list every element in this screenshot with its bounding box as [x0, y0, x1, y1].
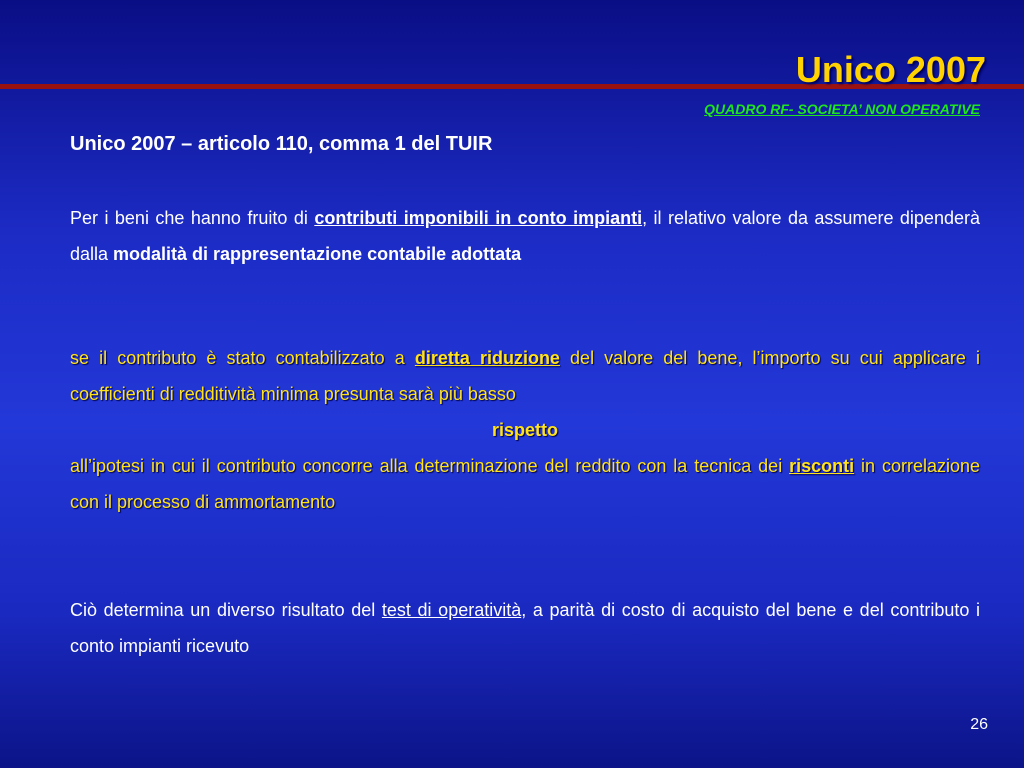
paragraph-1-text-a: Per i beni che hanno fruito di [70, 208, 315, 228]
page-number: 26 [970, 716, 988, 733]
paragraph-2-block-b [70, 448, 980, 520]
paragraph-3-text-b: , a parità di costo di acquisto del bene e del contributo i conto impianti ricevuto [70, 600, 981, 656]
paragraph-3-text-a: Ciò determina un diverso risultato del [70, 600, 382, 620]
test-operativita-link[interactable]: test di operatività [381, 600, 522, 620]
slide-title: Unico 2007 [795, 49, 986, 90]
diretta-riduzione-link[interactable]: diretta riduzione [414, 348, 560, 368]
paragraph-1-bold: modalità di rappresentazione contabile adottata [113, 244, 522, 264]
paragraph-1 [70, 200, 980, 272]
paragraph-2-center: rispetto [491, 420, 558, 440]
paragraph-2-text-d: in correlazione con il processo di ammortamento [70, 456, 981, 512]
paragraph-2-text-c: all’ipotesi in cui il contributo concorre alla determinazione del reddito con la tecnica dei [70, 456, 790, 476]
paragraph-1-text-b: , il relativo valore da assumere dipenderà dalla [70, 208, 980, 264]
paragraph-2-text-a: se il contributo è stato contabilizzato a [70, 348, 415, 368]
paragraph-2-text-b: del valore del bene, l’importo su cui applicare i coefficienti di redditività minima presunta sarà più basso [70, 348, 980, 404]
slide-subtitle: QUADRO RF- SOCIETA’ NON OPERATIVE [704, 101, 980, 117]
contributi-link[interactable]: contributi imponibili in conto impianti [314, 208, 643, 228]
section-heading: Unico 2007 – articolo 110, comma 1 del TUIR [70, 133, 493, 155]
paragraph-3 [70, 592, 980, 664]
paragraph-2 [70, 340, 980, 520]
paragraph-2-block-a [70, 340, 980, 412]
risconti-link[interactable]: risconti [789, 456, 855, 476]
